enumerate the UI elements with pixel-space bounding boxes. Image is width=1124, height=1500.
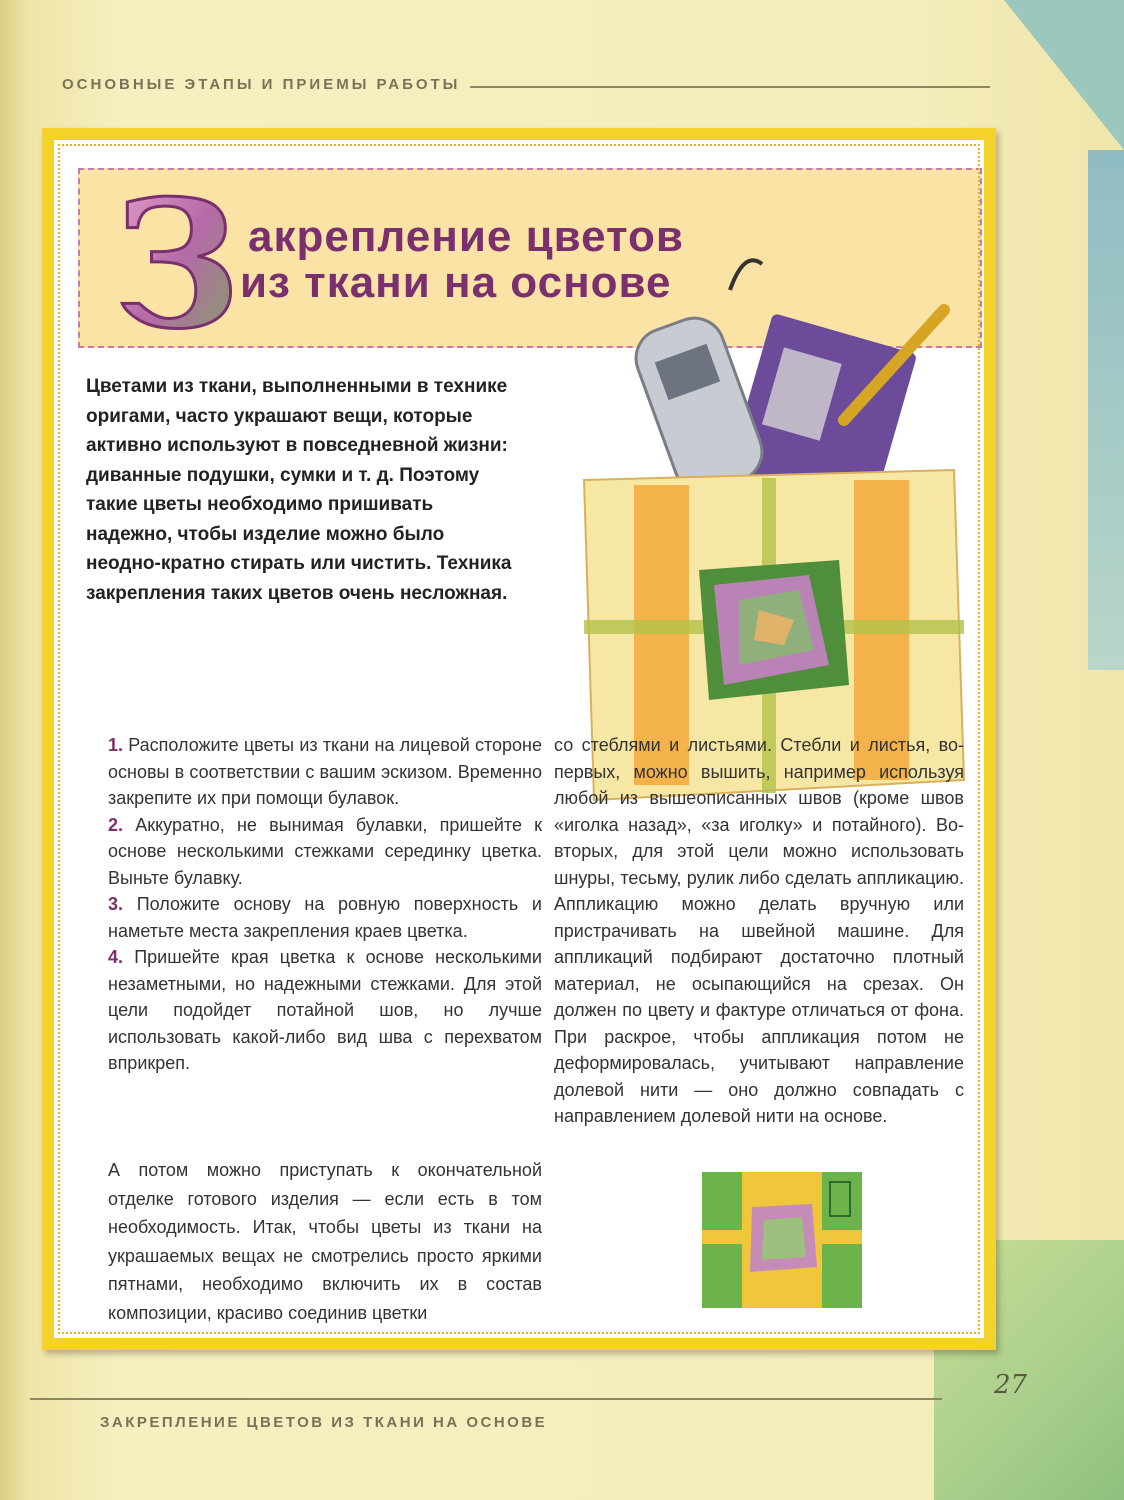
step-item bbox=[108, 732, 542, 812]
header-rule bbox=[470, 86, 990, 88]
step-text: Аккуратно, не вынимая булавки, пришейте к основе несколькими стежками серединку цветка. Выньте булавку. bbox=[108, 814, 542, 888]
title-initial: З bbox=[114, 176, 241, 346]
page-number: 27 bbox=[994, 1370, 1028, 1400]
step-text: Расположите цветы из ткани на лицевой стороне основы в соответствии с вашим эскизом. Временно закрепите их при помощи булавок. bbox=[108, 735, 542, 808]
decorative-initial-letter bbox=[114, 176, 244, 346]
content-panel bbox=[42, 128, 996, 1350]
step-text: Положите основу на ровную поверхность и наметьте места закрепления краев цветка. bbox=[108, 894, 542, 941]
step-number: 4. bbox=[108, 947, 124, 967]
photo-green-pouch bbox=[702, 1172, 862, 1308]
title-line-2: из ткани на основе bbox=[240, 258, 672, 307]
photo-pouch-with-phone-diary-pen bbox=[554, 250, 974, 810]
phone-illustration bbox=[628, 260, 771, 500]
steps-column bbox=[108, 732, 542, 1077]
running-footer: ЗАКРЕПЛЕНИЕ ЦВЕТОВ ИЗ ТКАНИ НА ОСНОВЕ bbox=[100, 1414, 548, 1431]
step-item bbox=[108, 891, 542, 944]
edge-decoration-right bbox=[1088, 150, 1124, 670]
final-paragraph: А потом можно приступать к окончательной отделке готового изделия — если есть в том необходимость. Итак, чтобы цветы из ткани на украшаемых вещах не смотрелись просто яркими пятнами, необходимо включить их в состав композиции, красиво соединив цветки bbox=[108, 1160, 542, 1323]
step-item bbox=[108, 812, 542, 892]
corner-decoration-top bbox=[1004, 0, 1124, 150]
step-item bbox=[108, 944, 542, 1077]
origami-flower-illustration bbox=[699, 560, 849, 700]
step-number: 2. bbox=[108, 814, 124, 835]
step-text: Пришейте края цветка к основе несколькими незаметными, но надежными стежками. Для этой цели подойдет потайной шов, но лучше использовать какой-либо вид шва с перехватом вприкреп. bbox=[108, 947, 542, 1073]
right-column-text: со стеблями и листьями. Стебли и листья, во-первых, можно вышить, например используя любой из вышеописанных швов (кроме швов «иголка назад», «за иголку» и потайного). Во-вторых, для этой цели можно использовать шнуры, тесьму, рулик либо сделать аппликацию. Аппликацию можно делать вручную или пристрачивать на швейной машине. Для аппликаций подбирают достаточно плотный материал, не осыпающийся на срезах. Он должен по цвету и фактуре отличаться от фона. При раскрое, чтобы аппликация потом не деформировалась, учитывают направление долевой нити — оно должно совпадать с направлением долевой нити на основе. bbox=[554, 735, 964, 1126]
running-header: ОСНОВНЫЕ ЭТАПЫ И ПРИЕМЫ РАБОТЫ bbox=[62, 76, 461, 93]
footer-rule bbox=[30, 1398, 942, 1400]
title-line-1: акрепление цветов bbox=[248, 212, 684, 261]
step-number: 1. bbox=[108, 735, 124, 755]
step-number: 3. bbox=[108, 894, 124, 914]
intro-paragraph: Цветами из ткани, выполненными в технике оригами, часто украшают вещи, которые активно используют в повседневной жизни: диванные подушки, сумки и т. д. Поэтому такие цветы необходимо пришивать надежно, чтобы изделие можно было неодно-кратно стирать или чистить. Техника закрепления таких цветов очень несложная. bbox=[86, 376, 512, 604]
